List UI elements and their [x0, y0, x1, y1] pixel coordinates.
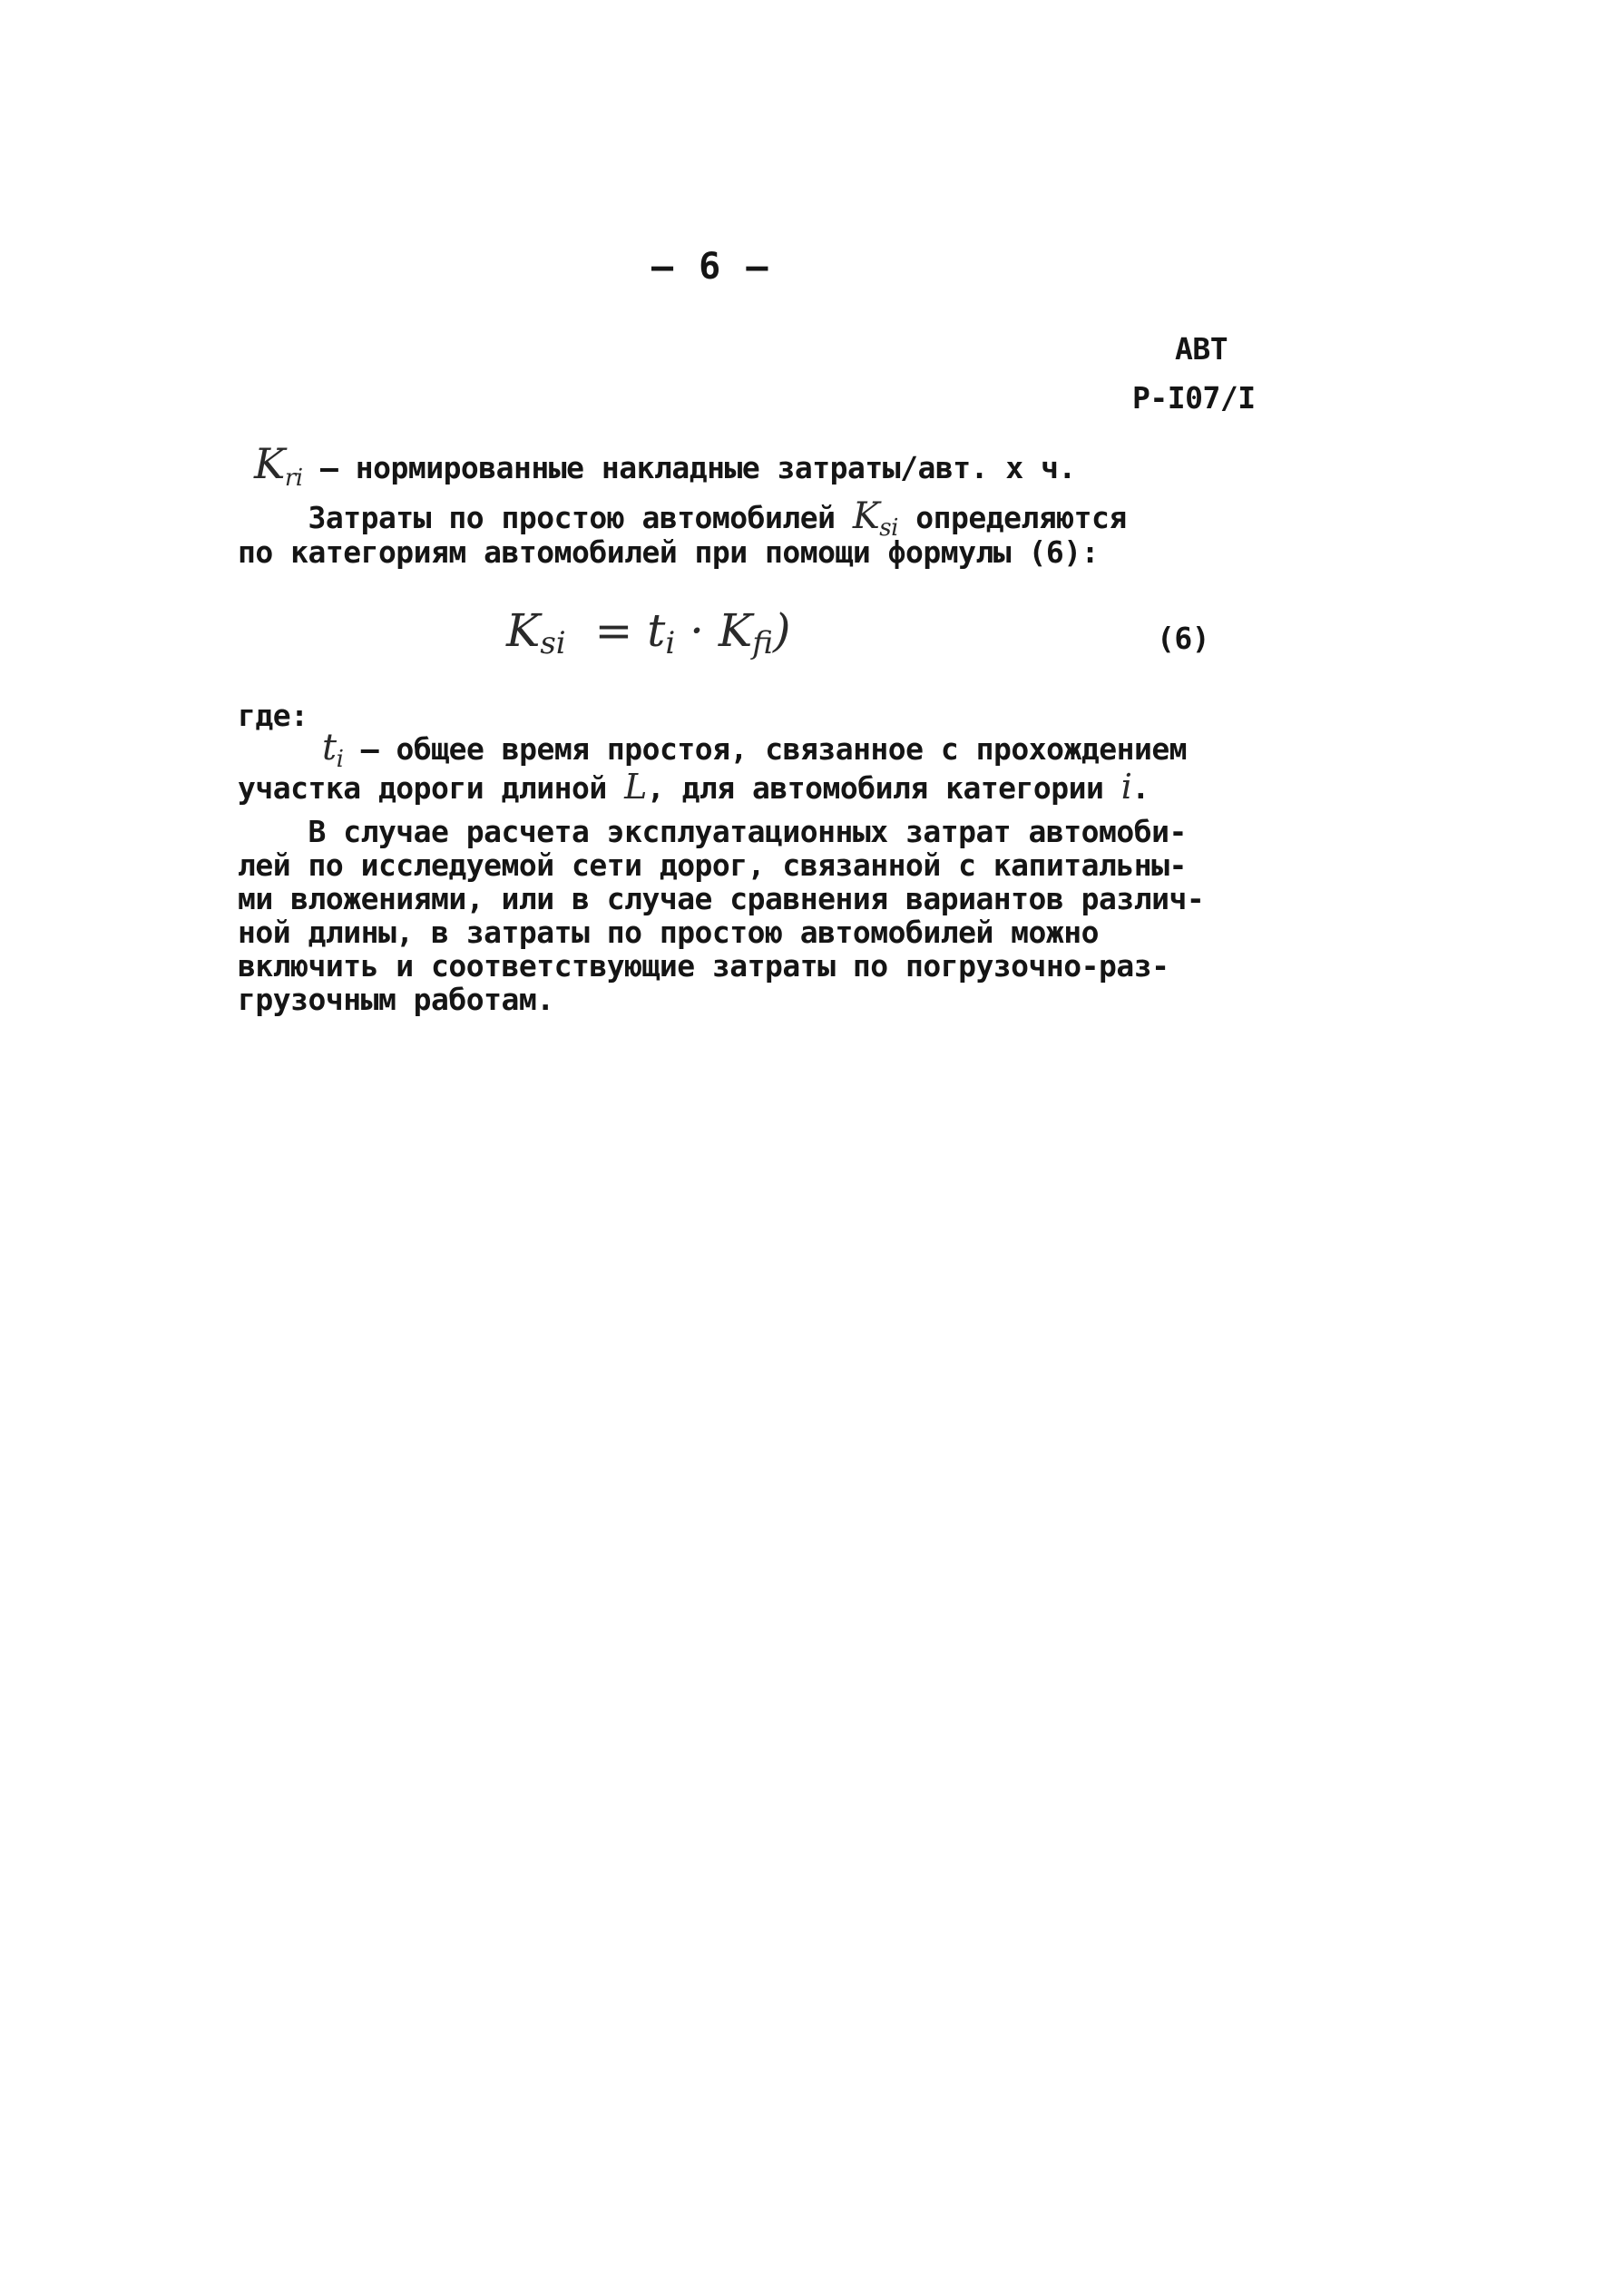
L-symbol: L [624, 767, 647, 807]
paragraph-2-line-5: включить и соответствующие затраты по погрузочно-раз- [238, 948, 1169, 984]
formula-end: ) [772, 604, 791, 657]
formula-number: (6) [1157, 621, 1210, 656]
formula-t: = t [565, 604, 666, 657]
kr-subscript: ri [284, 465, 303, 492]
paragraph-2-line-1: В случае расчета эксплуатационных затрат автомоби- [238, 814, 1187, 849]
paragraph-2-line-4: ной длины, в затраты по простою автомобилей можно [238, 915, 1100, 950]
page-number: – 6 – [651, 246, 770, 288]
where-label: где: [238, 698, 308, 733]
formula-sub-i: i [665, 625, 676, 661]
where-text-2a: участка дороги длиной [238, 770, 625, 806]
where-line-1 [322, 727, 1188, 773]
kr-definition-text: – нормированные накладные затраты/авт. х ч. [302, 450, 1076, 485]
definition-kr [254, 439, 1076, 492]
paragraph-1-line-2: по категориям автомобилей при помощи формулы (6): [238, 534, 1100, 570]
paragraph-1-text-b: определяются [897, 500, 1127, 535]
kr-symbol: K [254, 439, 285, 488]
formula-k: K [506, 604, 541, 657]
paragraph-2-line-2: лей по исследуемой сети дорог, связанной с капитальны- [238, 847, 1187, 883]
formula-6 [506, 603, 790, 663]
where-text-2c: . [1131, 770, 1150, 806]
paragraph-1-line-1 [238, 495, 1127, 542]
paragraph-1-text-a: Затраты по простою автомобилей [238, 500, 853, 535]
formula-sub-fi: fi [752, 625, 773, 661]
i-symbol: i [1120, 767, 1132, 807]
where-text-2b: , для автомобиля категории [646, 770, 1121, 806]
formula-sub-si: si [540, 625, 566, 661]
ks-subscript: si [879, 514, 898, 542]
ks-symbol: K [852, 495, 880, 537]
t-subscript: i [336, 746, 344, 773]
where-text-1: – общее время простоя, связанное с прохождением [343, 731, 1188, 767]
t-symbol: t [322, 727, 337, 768]
formula-kf: · K [675, 604, 753, 657]
document-code-line-2: Р-I07/I [1132, 380, 1256, 416]
paragraph-2-line-3: ми вложениями, или в случае сравнения вариантов различ- [238, 881, 1205, 916]
document-code-line-1: АВТ [1175, 331, 1228, 367]
paragraph-2-line-6: грузочным работам. [238, 982, 554, 1017]
where-line-2 [238, 769, 1150, 806]
